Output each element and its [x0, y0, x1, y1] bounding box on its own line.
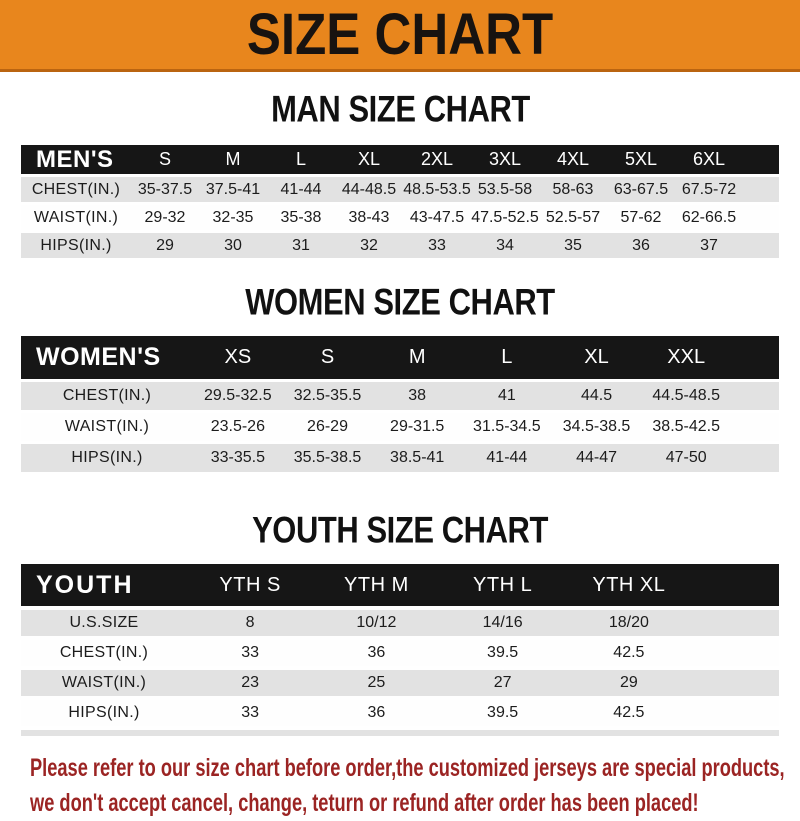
- size-value: 38: [408, 387, 427, 404]
- row-label: WAIST(IN.): [33, 208, 119, 226]
- size-value: 44.5: [580, 387, 613, 404]
- size-value: 48.5-53.5: [403, 180, 471, 198]
- table-row: [21, 233, 779, 258]
- youth-table-bottom-strip: [21, 730, 779, 736]
- table-row: [21, 700, 779, 726]
- size-value: 41: [497, 387, 516, 404]
- size-value: 35-37.5: [137, 180, 193, 198]
- size-value: 38.5-42.5: [652, 418, 720, 435]
- size-value: 10/12: [356, 614, 397, 631]
- disclaimer: [30, 751, 800, 821]
- row-label: HIPS(IN.): [71, 449, 143, 466]
- size-value: 26-29: [307, 418, 348, 435]
- column-header: M: [225, 149, 241, 169]
- size-value: 29.5-32.5: [204, 387, 272, 404]
- size-value: 52.5-57: [545, 208, 601, 226]
- size-value: 35-38: [280, 208, 322, 226]
- size-value: 29: [619, 674, 638, 691]
- table-row: [21, 205, 779, 230]
- size-value: 44-48.5: [341, 180, 397, 198]
- table-row: [21, 413, 779, 441]
- size-value: 67.5-72: [681, 180, 737, 198]
- disclaimer-line-2: we don't accept cancel, change, teturn or refund after order has been placed!: [30, 789, 699, 817]
- size-value: 53.5-58: [477, 180, 533, 198]
- size-value: 58-63: [552, 180, 594, 198]
- youth-size-chart-heading-text: YOUTH SIZE CHART: [252, 508, 548, 551]
- column-header: YTH L: [473, 573, 533, 596]
- table-row: [21, 640, 779, 666]
- size-value: 29-32: [144, 208, 186, 226]
- column-header: M: [408, 346, 426, 368]
- size-value: 14/16: [482, 614, 523, 631]
- size-value: 35: [564, 236, 582, 254]
- size-value: 29-31.5: [390, 418, 445, 435]
- table-header-label: WOMEN'S: [36, 343, 161, 371]
- column-header: XXL: [667, 346, 706, 368]
- row-label: CHEST(IN.): [62, 387, 152, 404]
- column-header: S: [158, 149, 171, 169]
- column-header: S: [320, 346, 335, 368]
- size-value: 25: [367, 674, 386, 691]
- women-size-chart-heading-text: WOMEN SIZE CHART: [245, 280, 555, 323]
- size-value: 39.5: [487, 704, 519, 721]
- row-label: WAIST(IN.): [61, 674, 147, 691]
- disclaimer-line-1: Please refer to our size chart before order,the customized jerseys are special products,: [30, 754, 785, 782]
- size-value: 33-35.5: [210, 449, 265, 466]
- men-table-header-bar: [21, 145, 779, 174]
- size-value: 33: [241, 644, 260, 661]
- size-value: 38-43: [348, 208, 390, 226]
- women-size-table: [21, 336, 779, 472]
- size-value: 42.5: [613, 704, 645, 721]
- row-label: U.S.SIZE: [69, 614, 139, 631]
- column-header: 3XL: [488, 149, 522, 169]
- table-row: [21, 670, 779, 696]
- size-value: 35.5-38.5: [293, 449, 362, 466]
- table-row: [21, 610, 779, 636]
- size-value: 57-62: [620, 208, 662, 226]
- size-value: 34.5-38.5: [562, 418, 631, 435]
- women-table-header-bar: [21, 336, 779, 379]
- row-label: HIPS(IN.): [68, 704, 140, 721]
- column-header: YTH S: [219, 573, 281, 596]
- size-value: 47.5-52.5: [471, 208, 539, 226]
- size-value: 8: [245, 614, 255, 631]
- column-header: YTH M: [344, 573, 409, 596]
- size-value: 42.5: [613, 644, 645, 661]
- table-row: [21, 444, 779, 472]
- size-value: 62-66.5: [681, 208, 737, 226]
- size-value: 41-44: [486, 449, 528, 466]
- size-value: 23.5-26: [210, 418, 265, 435]
- size-value: 32: [360, 236, 378, 254]
- youth-table-header-bar: [21, 564, 779, 606]
- size-value: 44.5-48.5: [652, 387, 720, 404]
- size-value: 29: [156, 236, 174, 254]
- size-value: 63-67.5: [613, 180, 669, 198]
- column-header: 4XL: [556, 149, 590, 169]
- table-row: [21, 177, 779, 202]
- size-value: 37.5-41: [205, 180, 261, 198]
- banner-title: SIZE CHART: [246, 1, 554, 67]
- row-label: CHEST(IN.): [59, 644, 149, 661]
- column-header: 2XL: [420, 149, 454, 169]
- row-label: CHEST(IN.): [31, 180, 121, 198]
- size-value: 41-44: [280, 180, 322, 198]
- column-header: L: [501, 346, 513, 368]
- size-value: 31.5-34.5: [473, 418, 541, 435]
- size-value: 38.5-41: [390, 449, 445, 466]
- size-value: 34: [496, 236, 514, 254]
- column-header: YTH XL: [592, 573, 666, 596]
- size-value: 36: [367, 704, 386, 721]
- column-header: 6XL: [692, 149, 726, 169]
- size-value: 43-47.5: [409, 208, 465, 226]
- size-value: 32-35: [212, 208, 254, 226]
- size-value: 33: [241, 704, 260, 721]
- size-value: 31: [292, 236, 310, 254]
- size-value: 36: [632, 236, 650, 254]
- column-header: L: [295, 149, 306, 169]
- column-header: XL: [584, 346, 609, 368]
- men-size-table: [21, 145, 779, 258]
- size-value: 47-50: [665, 449, 707, 466]
- women-size-chart-heading: [0, 280, 800, 323]
- size-value: 23: [241, 674, 260, 691]
- size-value: 18/20: [608, 614, 649, 631]
- row-label: WAIST(IN.): [64, 418, 150, 435]
- column-header: XL: [357, 149, 381, 169]
- table-header-label: YOUTH: [36, 570, 134, 599]
- man-size-chart-heading-text: MAN SIZE CHART: [270, 87, 530, 130]
- size-value: 44-47: [576, 449, 617, 466]
- row-label: HIPS(IN.): [40, 236, 112, 254]
- youth-table-body: [21, 610, 779, 726]
- men-table-body: [21, 177, 779, 258]
- size-value: 30: [224, 236, 242, 254]
- youth-size-table: [21, 564, 779, 736]
- table-header-label: MEN'S: [36, 145, 114, 173]
- column-header: XS: [224, 346, 252, 368]
- youth-size-chart-heading: [0, 508, 800, 551]
- women-table-body: [21, 382, 779, 472]
- size-value: 33: [428, 236, 446, 254]
- size-value: 37: [700, 236, 718, 254]
- size-value: 32.5-35.5: [293, 387, 362, 404]
- size-chart-banner: [0, 0, 800, 72]
- size-value: 39.5: [487, 644, 519, 661]
- man-size-chart-heading: [0, 87, 800, 130]
- size-value: 27: [493, 674, 512, 691]
- size-value: 36: [367, 644, 386, 661]
- column-header: 5XL: [624, 149, 658, 169]
- table-row: [21, 382, 779, 410]
